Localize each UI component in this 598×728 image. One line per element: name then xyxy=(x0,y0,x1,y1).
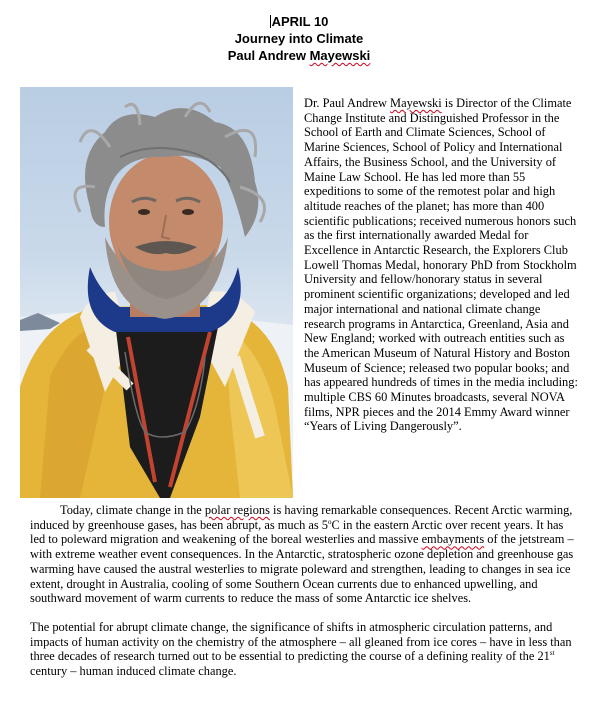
spellcheck-word: Mayewski xyxy=(390,96,442,110)
speaker-name: Paul Andrew Mayewski xyxy=(227,48,371,63)
event-date: APRIL 10 xyxy=(271,14,329,29)
text-cursor xyxy=(270,15,271,28)
speaker-photo xyxy=(20,87,293,498)
spellcheck-word: Mayewski xyxy=(309,48,371,63)
speaker-bio: Dr. Paul Andrew Mayewski is Director of the Climate Change Institute and Distinguished Professor in the School of Earth and Climate Sciences, School of Marine Sciences, School of Policy and International Affairs, the Business School, and the University of Maine Law School. He has led more than 55 expeditions to some of the remotest polar and high altitude reaches of the planet; has more than 400 scientific publications; received numerous honors such as the first internationally awarded Medal for Excellence in Antarctic Research, the Explorers Club Lowell Thomas Medal, honorary PhD from Stockholm University and fellow/honorary status in several prominent scientific organizations; developed and led major international and national climate change research programs in Antarctica, Greenland, Asia and New England; worked with outreach entities such as the American Museum of Natural History and Boston Museum of Science; released two popular books; and has appeared hundreds of times in the media including: multiple CBS 60 Minutes broadcasts, several NOVA films, NPR pieces and the 2014 Emmy Award winner “Years of Living Dangerously”. xyxy=(304,96,578,434)
event-title: Journey into Climate xyxy=(234,31,364,46)
talk-description xyxy=(30,503,575,679)
spellcheck-phrase: polar regions xyxy=(204,503,270,517)
paragraph-ice-cores: The potential for abrupt climate change, the significance of shifts in atmospheric circulation patterns, and impacts of human activity on the chemistry of the atmosphere – all gleaned from ice cores – have in less than three decades of research turned out to be essential to predicting the course of a defining reality of the 21st century – human induced climate change. xyxy=(30,619,572,679)
spellcheck-word: embayments xyxy=(421,532,485,547)
paragraph-arctic-antarctic: Today, climate change in the polar regions is having remarkable consequences. Recent Arctic warming, induced by greenhouse gases, has been abrupt, as much as 5$^o$C in the eastern Arctic over recent years. It has led to poleward migration and weakening of the boreal westerlies and massive embayments of the jetstream – with extreme weather event consequences. In the Antarctic, stratospheric ozone depletion and greenhouse gas warming have caused the austral westerlies to migrate poleward and strengthen, leading to changes in sea ice extent, drought in Australia, cooling of some Southern Ocean currents due to enhanced upwelling, and southward movement of warm currents to reduce the mass of some Antarctic ice shelves. xyxy=(30,503,574,606)
event-header xyxy=(0,13,598,64)
